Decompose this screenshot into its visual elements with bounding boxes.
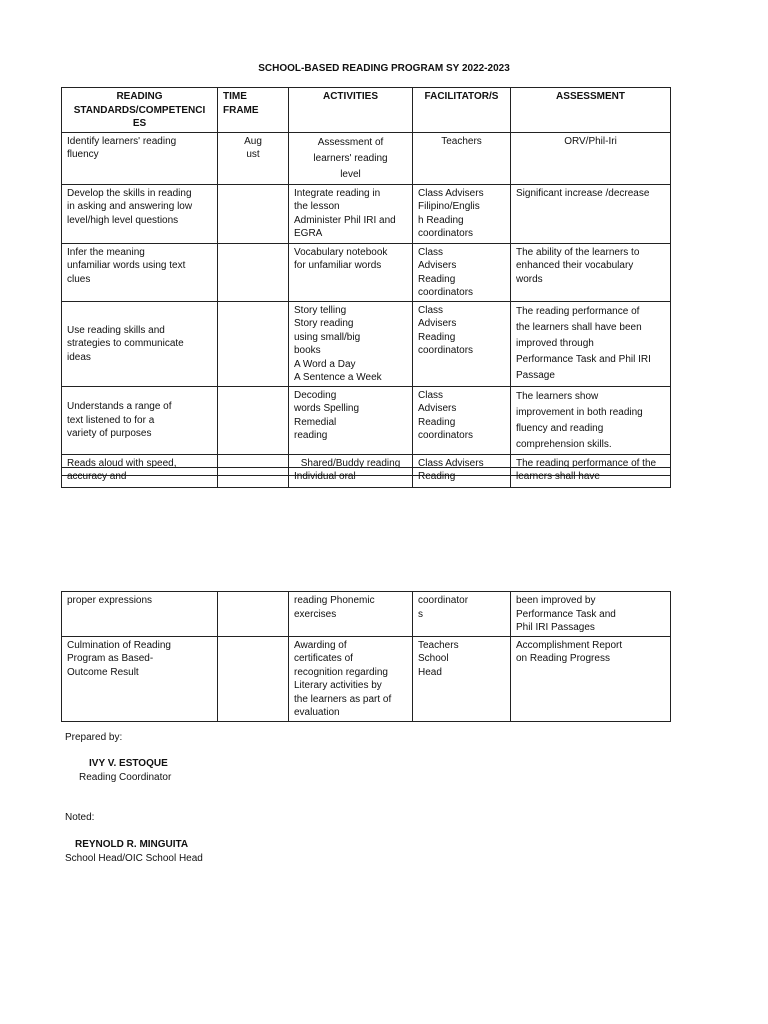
cell-time-frame — [218, 301, 289, 386]
cell-standard: Develop the skills in reading in asking and answering low level/high level questions — [62, 184, 218, 243]
cell-assessment: learners shall have — [511, 468, 671, 488]
cell-assessment: Accomplishment Report on Reading Progress — [511, 636, 671, 721]
cell-time-frame — [218, 243, 289, 301]
header-standards: READING STANDARDS/COMPETENCI ES — [62, 88, 218, 133]
cell-time-frame — [218, 468, 289, 488]
header-facilitators: FACILITATOR/S — [413, 88, 511, 133]
cell-facilitators: Teachers School Head — [413, 636, 511, 721]
cell-time-frame — [218, 636, 289, 721]
noted-by-name: REYNOLD R. MINGUITA — [75, 839, 189, 850]
cell-facilitators: Class Advisers — [413, 454, 511, 475]
prepared-by-label: Prepared by: — [65, 732, 123, 743]
cell-standard: Reads aloud with speed, — [62, 454, 218, 475]
cell-time-frame: Aug ust — [218, 132, 289, 184]
cell-facilitators: Class Advisers Reading coordinators — [413, 243, 511, 301]
cell-assessment: The learners show improvement in both reading fluency and reading comprehension skills. — [511, 386, 671, 454]
program-table — [61, 87, 671, 476]
cell-assessment: Significant increase /decrease — [511, 184, 671, 243]
program-table-continued — [61, 591, 671, 722]
table-row — [62, 243, 671, 301]
table-row — [62, 468, 671, 488]
cell-activities: Assessment of learners' reading level — [289, 132, 413, 184]
cell-standard: Identify learners' reading fluency — [62, 132, 218, 184]
cell-standard: Infer the meaning unfamiliar words using text clues — [62, 243, 218, 301]
cell-activities: Awarding of certificates of recognition regarding Literary activities by the learners as part of evaluation — [289, 636, 413, 721]
cell-time-frame — [218, 184, 289, 243]
header-activities: ACTIVITIES — [289, 88, 413, 133]
cell-facilitators: Class Advisers Reading coordinators — [413, 386, 511, 454]
header-row — [62, 88, 671, 133]
cell-facilitators: Reading — [413, 468, 511, 488]
cell-facilitators: coordinator s — [413, 592, 511, 637]
cell-time-frame — [218, 386, 289, 454]
cell-assessment: ORV/Phil-Iri — [511, 132, 671, 184]
cell-activities: Individual oral — [289, 468, 413, 488]
cell-facilitators: Class Advisers Filipino/Englis h Reading coordinators — [413, 184, 511, 243]
cell-activities: Vocabulary notebook for unfamiliar words — [289, 243, 413, 301]
cell-assessment: The reading performance of the — [511, 454, 671, 475]
table-row — [62, 132, 671, 184]
continuation-table — [61, 467, 671, 488]
noted-label: Noted: — [65, 812, 95, 823]
header-time-frame: TIME FRAME — [218, 88, 289, 133]
header-assessment: ASSESSMENT — [511, 88, 671, 133]
cell-standard: Use reading skills and strategies to communicate ideas — [62, 301, 218, 386]
table-row — [62, 301, 671, 386]
cell-facilitators: Teachers — [413, 132, 511, 184]
table-row — [62, 592, 671, 637]
cell-assessment: been improved by Performance Task and Phil IRI Passages — [511, 592, 671, 637]
cell-standard: accuracy and — [62, 468, 218, 488]
cell-standard: Understands a range of text listened to for a variety of purposes — [62, 386, 218, 454]
cell-assessment: The ability of the learners to enhanced their vocabulary words — [511, 243, 671, 301]
table-row — [62, 636, 671, 721]
cell-activities: Integrate reading in the lesson Administer Phil IRI and EGRA — [289, 184, 413, 243]
cell-activities: Story telling Story reading using small/big books A Word a Day A Sentence a Week — [289, 301, 413, 386]
cell-activities: reading Phonemic exercises — [289, 592, 413, 637]
cell-activities: Decoding words Spelling Remedial reading — [289, 386, 413, 454]
table-row — [62, 386, 671, 454]
cell-time-frame — [218, 592, 289, 637]
prepared-by-name: IVY V. ESTOQUE — [89, 758, 168, 769]
cell-standard: proper expressions — [62, 592, 218, 637]
cell-assessment: The reading performance of the learners shall have been improved through Performance Task and Phil IRI Passage — [511, 301, 671, 386]
cell-activities: Shared/Buddy reading — [289, 454, 413, 475]
document-title: SCHOOL-BASED READING PROGRAM SY 2022-2023 — [258, 63, 510, 74]
cell-standard: Culmination of Reading Program as Based- Outcome Result — [62, 636, 218, 721]
noted-by-title: School Head/OIC School Head — [65, 853, 203, 864]
prepared-by-title: Reading Coordinator — [79, 772, 172, 783]
cell-facilitators: Class Advisers Reading coordinators — [413, 301, 511, 386]
table-row — [62, 184, 671, 243]
